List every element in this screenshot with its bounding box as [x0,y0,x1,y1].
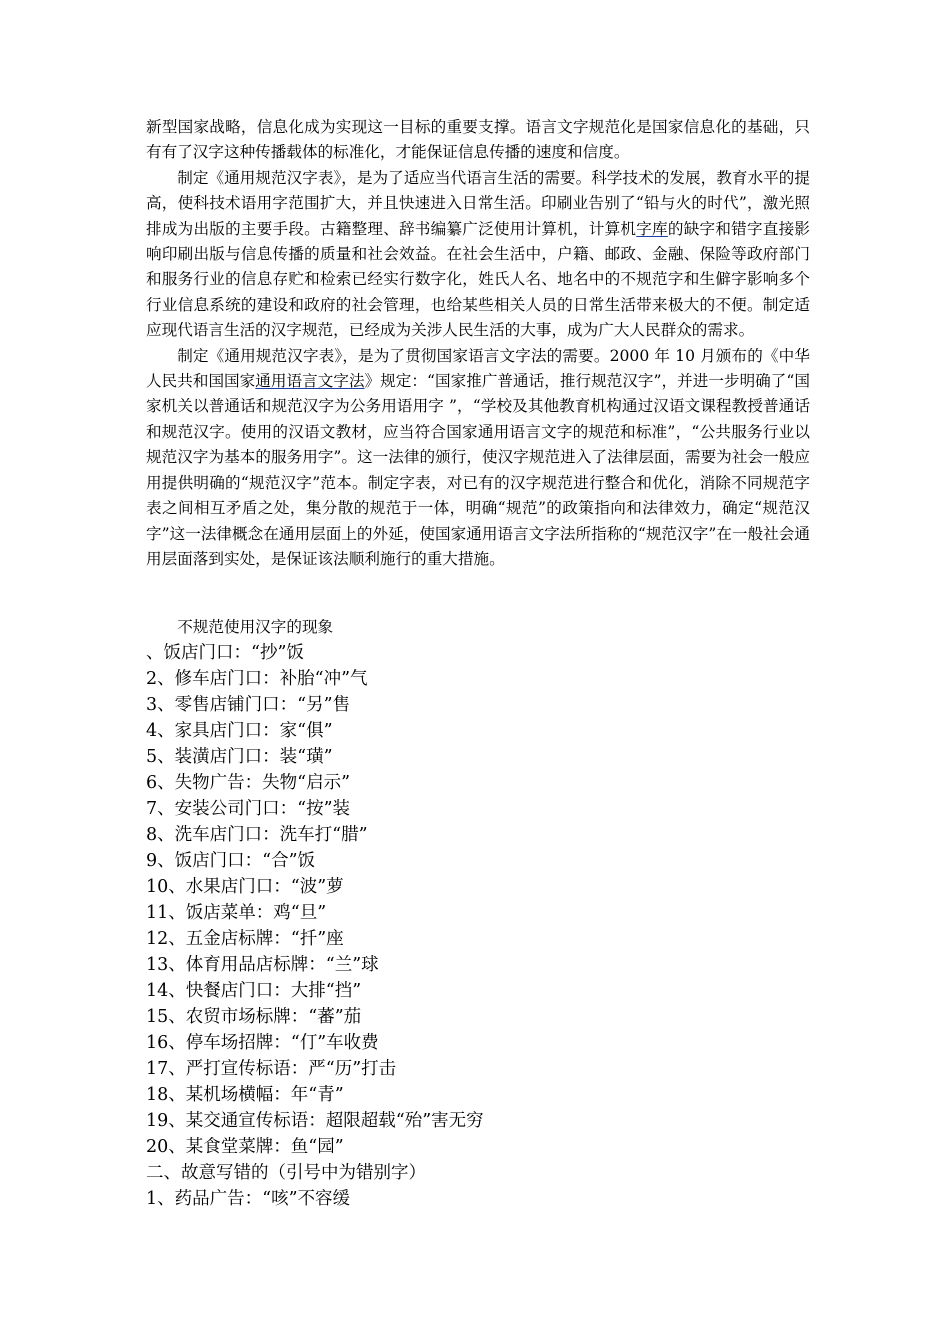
list-item: 11、饭店菜单：鸡“旦” [146,903,327,923]
paragraph-3-underlined: 通用语言文字法 [255,372,365,391]
paragraph-1-text: 新型国家战略，信息化成为实现这一目标的重要支撑。语言文字规范化是国家信息化的基础，只有有了汉字这种传播载体的标准化，才能保证信息传播的速度和信度。 [146,118,810,162]
list-item: 16、停车场招牌：“仃”车收费 [146,1033,379,1053]
list-item: 9、饭店门口：“合”饭 [146,851,316,871]
paragraph-2-underlined: 字库 [636,219,668,238]
list-item: 4、家具店门口：家“俱” [146,721,333,741]
list-item: 17、严打宣传标语：严“历”打击 [146,1059,397,1079]
list-item: 20、某食堂菜牌：鱼“园” [146,1137,344,1157]
list-item: 14、快餐店门口：大排“挡” [146,981,362,1001]
list-item: 15、农贸市场标牌：“蕃”茄 [146,1007,362,1027]
list-item: 5、装潢店门口：装“璜” [146,747,333,767]
paragraph-3-before: 制定《通用规范汉字表》，是为了贯彻国家语言文字法的需要。2000 年 10 月颁布的《中华人民共和国国家 [146,346,810,391]
list-item: 二、故意写错的（引号中为错别字） [146,1163,426,1183]
list-item: 2、修车店门口：补胎“冲”气 [146,669,368,689]
list-item: 1、药品广告：“咳”不容缓 [146,1189,351,1209]
list-item: 19、某交通宣传标语：超限超载“殆”害无穷 [146,1111,484,1131]
paragraph-3-after: 》规定：“国家推广普通话，推行规范汉字”，并进一步明确了“国家机关以普通话和规范汉字为公务用语用字 ”，“学校及其他教育机构通过汉语文课程教授普通话和规范汉字。使用的汉语文教材，应当符合国家通用语言文字的规范和标准”，“公共服务行业以规范汉字为基本的服务用字”。这一法律的颁行，使汉字规范进入了法律层面，需要为社会一般应用提供明确的“规范汉字”范本。制定字表，对已有的汉字规范进行整合和优化，消除不同规范字表之间相互矛盾之处，集分散的规范于一体，明确“规范”的政策指向和法律效力，确定“规范汉字”这一法律概念在通用层面上的外延，使国家通用语言文字法所指称的“规范汉字”在一般社会通用层面落到实处，是保证该法顺利施行的重大措施。 [146,372,810,568]
paragraph-2 [146,166,810,344]
list-item: 10、水果店门口：“波”萝 [146,877,344,897]
usage-list [146,614,810,1212]
list-item: 8、洗车店门口：洗车打“腊” [146,825,368,845]
paragraph-2-after: 的缺字和错字直接影响印刷出版与信息传播的质量和社会效益。在社会生活中，户籍、邮政、金融、保险等政府部门和服务行业的信息存贮和检索已经实行数字化，姓氏人名、地名中的不规范字和生僻字影响多个行业信息系统的建设和政府的社会管理，也给某些相关人员的日常生活带来极大的不便。制定适应现代语言生活的汉字规范，已经成为关涉人民生活的大事，成为广大人民群众的需求。 [146,219,810,340]
paragraph-1 [146,115,810,166]
list-item: 12、五金店标牌：“扦”座 [146,929,344,949]
list-item: 18、某机场横幅：年“青” [146,1085,344,1105]
list-item: 6、失物广告：失物“启示” [146,773,351,793]
body-text [146,115,810,572]
paragraph-3 [146,344,810,573]
list-item: 3、零售店铺门口：“另”售 [146,695,351,715]
list-item: 、饭店门口：“抄”饭 [146,643,304,663]
list-heading: 不规范使用汉字的现象 [177,618,334,636]
list-items [146,640,810,1212]
list-item: 7、安装公司门口：“按”装 [146,799,351,819]
paragraph-2-before: 制定《通用规范汉字表》，是为了适应当代语言生活的需要。科学技术的发展，教育水平的提高，使科技术语用字范围扩大，并且快速进入日常生活。印刷业告别了“铅与火的时代”，激光照排成为出版的主要手段。古籍整理、辞书编纂广泛使用计算机，计算机 [146,168,810,238]
list-item: 13、体育用品店标牌：“兰”球 [146,955,379,975]
